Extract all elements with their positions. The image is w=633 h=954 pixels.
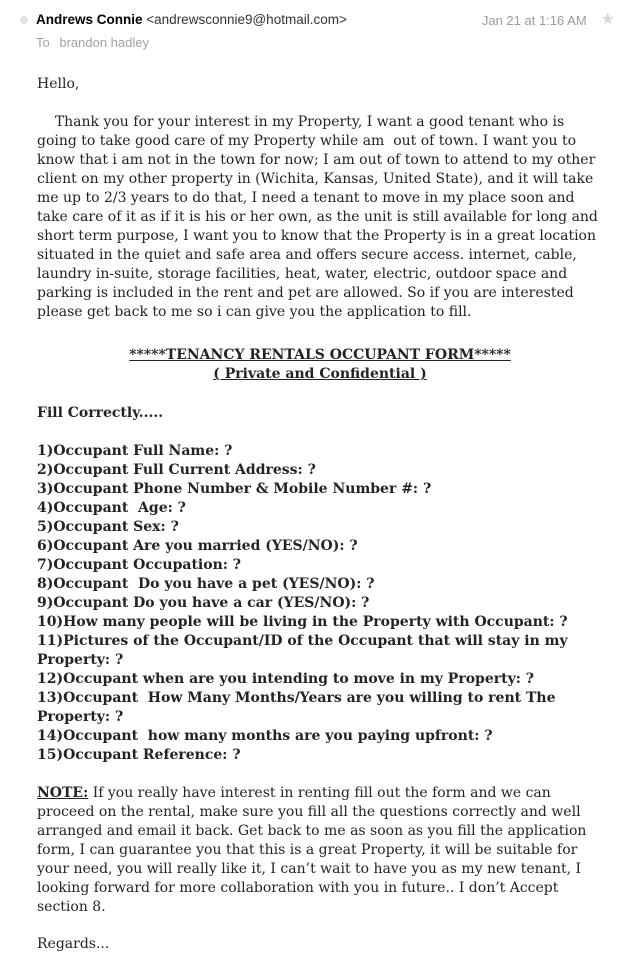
form-item: 6)Occupant Are you married (YES/NO): ? <box>37 538 358 554</box>
form-item: 4)Occupant Age: ? <box>37 500 186 516</box>
form-item: 15)Occupant Reference: ? <box>37 747 241 763</box>
sender-line[interactable] <box>36 11 482 29</box>
message-body <box>0 51 633 954</box>
form-item: 13)Occupant How Many Months/Years are you willing to rent The Property: ? <box>37 690 561 725</box>
greeting-text: Hello, <box>37 76 80 92</box>
recipient-name[interactable]: brandon hadley <box>59 35 149 50</box>
form-item: 3)Occupant Phone Number & Mobile Number #: ? <box>37 481 432 497</box>
form-item: 11)Pictures of the Occupant/ID of the Occupant that will stay in my Property: ? <box>37 633 573 668</box>
form-item: 1)Occupant Full Name: ? <box>37 443 233 459</box>
message-header <box>0 0 633 51</box>
form-item: 10)How many people will be living in the Property with Occupant: ? <box>37 614 568 630</box>
intro-paragraph: Thank you for your interest in my Property, I want a good tenant who is going to take good care of my Property while am out of town. I want you to know that i am not in the town for now; I am out of town to attend to my other client on my other property in (Wichita, Kansas, United State), and it will take me up to 2/3 years to do that, I need a tenant to move in my place soon and take care of it as if it is his or her own, as the unit is still available for long and short term purpose, I want you to know that the Property is in a great location situated in the quiet and safe area and offers secure access. internet, cable, laundry in-suite, storage facilities, heat, water, electric, outdoor space and parking is included in the rent and pet are allowed. So if you are interested please get back to me so i can give you the application to fill. <box>37 114 603 320</box>
sender-name[interactable]: Andrews Connie <box>36 12 143 27</box>
star-icon[interactable]: ★ <box>600 11 615 28</box>
form-item: 9)Occupant Do you have a car (YES/NO): ? <box>37 595 370 611</box>
header-main <box>36 11 482 51</box>
unread-indicator-dot <box>20 16 28 24</box>
form-item: 2)Occupant Full Current Address: ? <box>37 462 316 478</box>
form-item: 5)Occupant Sex: ? <box>37 519 179 535</box>
note-label: NOTE: <box>37 785 89 801</box>
form-item: 14)Occupant how many months are you paying upfront: ? <box>37 728 493 744</box>
form-item: 8)Occupant Do you have a pet (YES/NO): ? <box>37 576 375 592</box>
sender-email[interactable]: <andrewsconnie9@hotmail.com> <box>146 12 347 27</box>
form-subheading: ( Private and Confidential ) <box>213 366 427 382</box>
closing-text: Regards... <box>37 936 110 952</box>
form-item: 12)Occupant when are you intending to move in my Property: ? <box>37 671 534 687</box>
note-paragraph <box>37 784 603 917</box>
to-label: To <box>36 35 50 50</box>
form-heading: *****TENANCY RENTALS OCCUPANT FORM***** <box>129 347 511 363</box>
recipient-line <box>36 34 482 51</box>
note-text: If you really have interest in renting fill out the form and we can proceed on the rental, make sure you fill all the questions correctly and well arranged and email it back. Get back to me as soon as you fill the application form, I can guarantee you that this is a great Property, it will be suitable for your need, you will really like it, I can’t wait to have you as my new tenant, I looking forward for more collaboration with you in future.. I don’t Accept section 8. <box>37 785 591 915</box>
message-date: Jan 21 at 1:16 AM <box>481 12 587 28</box>
fill-correctly-label: Fill Correctly..... <box>37 405 164 421</box>
occupant-form-list <box>37 442 603 765</box>
header-right <box>482 11 615 28</box>
form-item: 7)Occupant Occupation: ? <box>37 557 241 573</box>
